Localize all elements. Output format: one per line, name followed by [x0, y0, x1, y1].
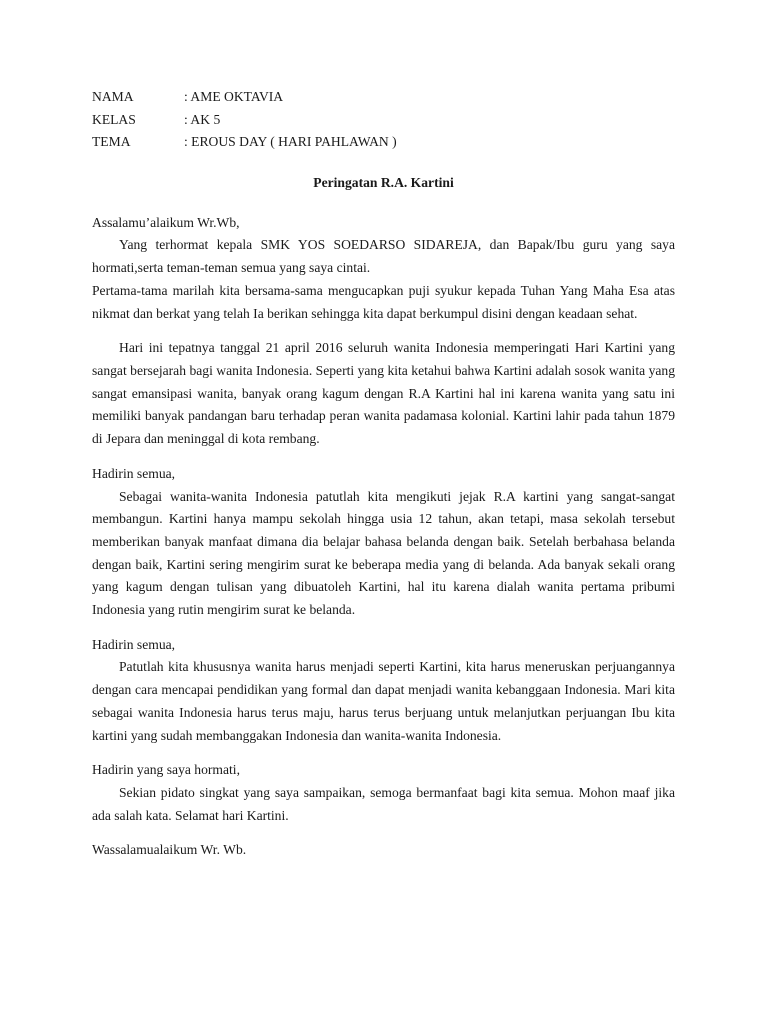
header-row-kelas — [92, 109, 675, 132]
paragraph-call-to-action: Patutlah kita khususnya wanita harus menjadi seperti Kartini, kita harus meneruskan perjuangannya dengan cara mencapai pendidikan yang formal dan dapat menjadi wanita kebanggaan Indonesia. Mari kita sebagai wanita Indonesia harus terus maju, harus terus berjuang untuk melanjutkan perjuangan Ibu kita kartini yang sudah membanggakan Indonesia dan wanita-wanita Indonesia. — [92, 659, 675, 743]
header-value: : AK 5 — [184, 111, 221, 127]
header-label: NAMA — [92, 89, 134, 104]
header-value: : AME OKTAVIA — [184, 89, 284, 104]
header-label: KELAS — [92, 111, 136, 127]
header-block — [92, 86, 675, 154]
header-row-nama — [92, 86, 675, 109]
address-audience-2: Hadirin semua, — [92, 636, 176, 652]
spacer — [92, 827, 675, 839]
header-row-tema — [92, 131, 675, 154]
document-page — [92, 86, 675, 862]
paragraph-closing-remarks: Sekian pidato singkat yang saya sampaikan, semoga bermanfaat bagi kita semua. Mohon maaf jika ada salah kata. Selamat hari Kartini. — [92, 784, 675, 823]
spacer — [92, 325, 675, 337]
address-audience-3: Hadirin yang saya hormati, — [92, 762, 240, 778]
header-value: : EROUS DAY ( HARI PAHLAWAN ) — [184, 134, 397, 150]
closing-salutation: Wassalamualaikum Wr. Wb. — [92, 842, 247, 858]
paragraph-kartini-day: Hari ini tepatnya tanggal 21 april 2016 seluruh wanita Indonesia memperingati Hari Kartini yang sangat bersejarah bagi wanita Indonesia. Seperti yang kita ketahui bahwa Kartini adalah sosok wanita yang sangat emansipasi wanita, banyak orang kagum dengan R.A Kartini hal ini karena wanita yang satu ini memiliki banyak pandangan baru terhadap peran wanita padamasa kolonial. Kartini lahir pada tahun 1879 di Jepara dan meninggal di kota rembang. — [92, 340, 675, 447]
greeting: Assalamu’alaikum Wr.Wb, — [92, 214, 240, 230]
spacer — [92, 747, 675, 759]
paragraph-kartini-history: Sebagai wanita-wanita Indonesia patutlah kita mengikuti jejak R.A kartini yang sangat-sangat membangun. Kartini hanya mampu sekolah hingga usia 12 tahun, akan tetapi, masa sekolah tersebut memberikan banyak manfaat dimana dia belajar bahasa belanda dengan baik. Setelah berbahasa belanda dengan baik, Kartini sering mengirim surat ke beberapa media yang di belanda. Ada banyak sekali orang yang kagum dengan tulisan yang dibuatoleh Kartini, hal itu karena dialah wanita pertama pribumi Indonesia yang rutin mengirim surat ke belanda. — [92, 488, 675, 618]
spacer — [92, 622, 675, 634]
address-audience-1: Hadirin semua, — [92, 465, 176, 481]
paragraph-salutation: Yang terhormat kepala SMK YOS SOEDARSO SIDAREJA, dan Bapak/Ibu guru yang saya hormati,serta teman-teman semua yang saya cintai. — [92, 237, 675, 276]
header-label: TEMA — [92, 134, 131, 150]
paragraph-gratitude: Pertama-tama marilah kita bersama-sama mengucapkan puji syukur kepada Tuhan Yang Maha Esa atas nikmat dan berkat yang telah Ia berikan sehingga kita dapat berkumpul disini dengan keadaan sehat. — [92, 282, 675, 321]
document-title: Peringatan R.A. Kartini — [313, 175, 454, 191]
spacer — [92, 451, 675, 463]
